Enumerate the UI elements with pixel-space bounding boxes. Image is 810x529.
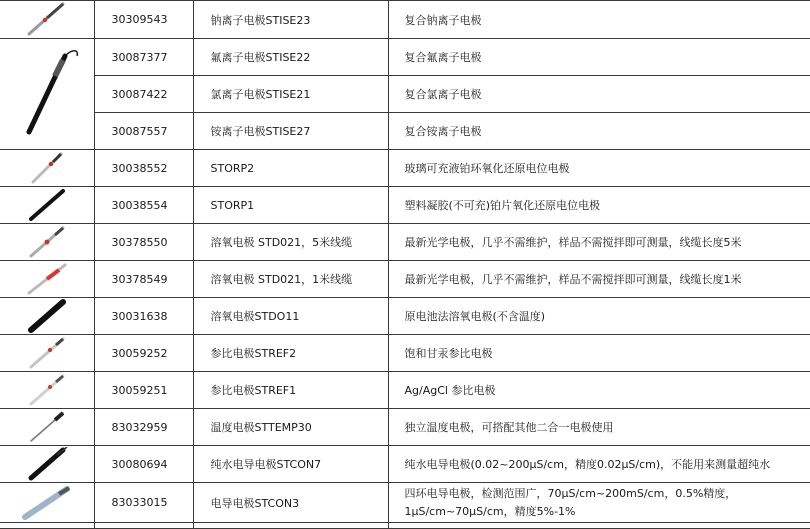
product-image bbox=[0, 224, 94, 261]
conductivity-electrode-icon bbox=[15, 485, 79, 521]
do-sensor-red-icon bbox=[17, 262, 77, 296]
product-name: 氯离子电极STISE21 bbox=[193, 76, 388, 113]
cabled-electrode-icon bbox=[7, 44, 87, 144]
product-description: 最新光学电极，几乎不需维护，样品不需搅拌即可测量，线缆长度1米 bbox=[388, 261, 810, 298]
reference-electrode-clear-icon bbox=[17, 373, 77, 407]
product-description: 独立温度电极，可搭配其他二合一电极使用 bbox=[388, 409, 810, 446]
product-code: 83033015 bbox=[94, 483, 193, 523]
table-row bbox=[0, 76, 810, 113]
product-image bbox=[0, 261, 94, 298]
product-code: 30378549 bbox=[94, 261, 193, 298]
product-description: 复合钠离子电极 bbox=[388, 1, 810, 39]
product-description: 原电池法溶氧电极(不含温度) bbox=[388, 298, 810, 335]
product-name: 溶氧电极 STD021，1米线缆 bbox=[193, 261, 388, 298]
table-row bbox=[0, 261, 810, 298]
black-electrode-icon bbox=[17, 188, 77, 222]
electrode-probe-icon bbox=[17, 2, 77, 38]
product-name: 钠离子电极STISE23 bbox=[193, 1, 388, 39]
product-code: 30059251 bbox=[94, 372, 193, 409]
product-name: 溶氧电极 STD021，5米线缆 bbox=[193, 224, 388, 261]
product-name: 参比电极STREF2 bbox=[193, 335, 388, 372]
pure-water-conductivity-icon bbox=[17, 447, 77, 481]
table-row bbox=[0, 409, 810, 446]
product-image bbox=[0, 298, 94, 335]
product-name: 氟离子电极STISE22 bbox=[193, 39, 388, 76]
table-row bbox=[0, 298, 810, 335]
product-code: 30087377 bbox=[94, 39, 193, 76]
product-image bbox=[0, 372, 94, 409]
product-image bbox=[0, 335, 94, 372]
table-row bbox=[0, 483, 810, 523]
description-line: 1μS/cm~70μS/cm，精度5%-1% bbox=[405, 503, 810, 521]
product-code: 30080694 bbox=[94, 446, 193, 483]
product-name: STORP2 bbox=[193, 150, 388, 187]
black-do-electrode-icon bbox=[17, 299, 77, 333]
table-row-partial bbox=[0, 523, 810, 529]
product-description: 玻璃可充液铂环氧化还原电位电极 bbox=[388, 150, 810, 187]
product-code: 30087557 bbox=[94, 113, 193, 150]
product-image bbox=[0, 39, 94, 150]
product-name: 电导电极STCON3 bbox=[193, 483, 388, 523]
glass-electrode-icon bbox=[17, 151, 77, 185]
product-image bbox=[0, 1, 94, 39]
reference-electrode-icon bbox=[17, 336, 77, 370]
product-code: 30378550 bbox=[94, 224, 193, 261]
product-name: 参比电极STREF1 bbox=[193, 372, 388, 409]
product-image bbox=[0, 446, 94, 483]
product-description bbox=[388, 483, 810, 523]
product-code: 30087422 bbox=[94, 76, 193, 113]
product-description: 塑料凝胶(不可充)铂片氧化还原电位电极 bbox=[388, 187, 810, 224]
product-description: 纯水电导电极(0.02~200μS/cm，精度0.02μS/cm)，不能用来测量超纯水 bbox=[388, 446, 810, 483]
product-image bbox=[0, 150, 94, 187]
product-name: 纯水电导电极STCON7 bbox=[193, 446, 388, 483]
product-image bbox=[0, 187, 94, 224]
table-row bbox=[0, 113, 810, 150]
table-row bbox=[0, 39, 810, 76]
product-code: 30038554 bbox=[94, 187, 193, 224]
product-code: 30309543 bbox=[94, 1, 193, 39]
table-row bbox=[0, 372, 810, 409]
product-description: 复合氟离子电极 bbox=[388, 39, 810, 76]
product-description: 复合氯离子电极 bbox=[388, 76, 810, 113]
table-row bbox=[0, 446, 810, 483]
product-description: 复合铵离子电极 bbox=[388, 113, 810, 150]
table-row bbox=[0, 224, 810, 261]
table-row bbox=[0, 150, 810, 187]
product-code: 30059252 bbox=[94, 335, 193, 372]
do-sensor-icon bbox=[17, 225, 77, 259]
product-description: Ag/AgCl 参比电极 bbox=[388, 372, 810, 409]
table-row bbox=[0, 1, 810, 39]
table-row bbox=[0, 335, 810, 372]
temperature-probe-icon bbox=[17, 410, 77, 444]
product-code: 30038552 bbox=[94, 150, 193, 187]
product-code: 30031638 bbox=[94, 298, 193, 335]
description-line: 四环电导电极，检测范围广，70μS/cm~200mS/cm，0.5%精度， bbox=[405, 485, 810, 503]
product-name: STORP1 bbox=[193, 187, 388, 224]
product-name: 溶氧电极STDO11 bbox=[193, 298, 388, 335]
product-name: 温度电极STTEMP30 bbox=[193, 409, 388, 446]
product-description: 饱和甘汞参比电极 bbox=[388, 335, 810, 372]
product-image bbox=[0, 409, 94, 446]
product-image bbox=[0, 483, 94, 523]
product-code: 83032959 bbox=[94, 409, 193, 446]
table-row bbox=[0, 187, 810, 224]
product-description: 最新光学电极，几乎不需维护，样品不需搅拌即可测量，线缆长度5米 bbox=[388, 224, 810, 261]
product-name: 铵离子电极STISE27 bbox=[193, 113, 388, 150]
